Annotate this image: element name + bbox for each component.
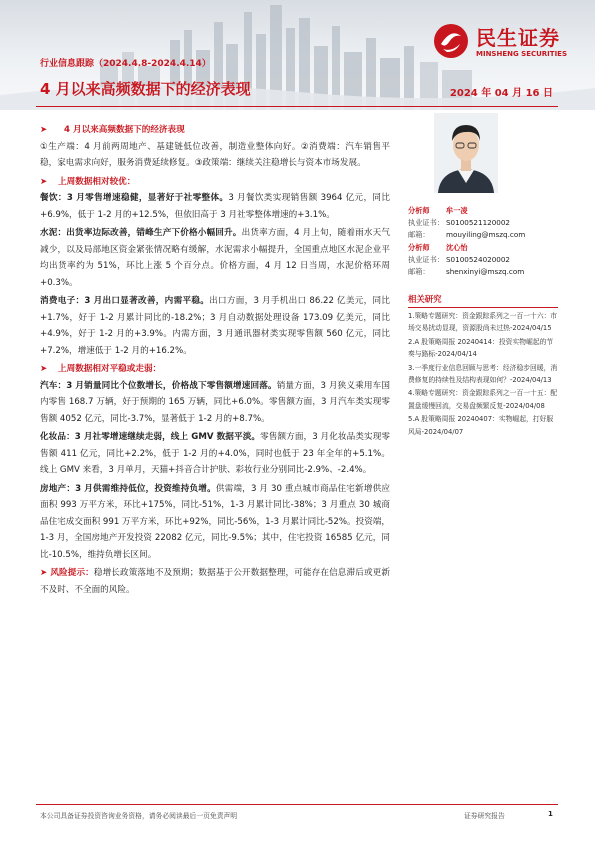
analyst-email[interactable]: shenxinyi@mszq.com — [446, 267, 525, 276]
analyst-email[interactable]: mouyiling@mszq.com — [446, 230, 526, 239]
paragraph-lead: 消费电子：3 月出口显著改善，内需平稳。 — [40, 296, 210, 306]
catering-paragraph — [40, 190, 390, 223]
cert-number: S0100521120002 — [446, 218, 511, 227]
logo-english-name: MINSHENG SECURITIES — [476, 50, 567, 58]
paragraph-body: 稳增长政策落地不及预期；数据基于公开数据整理，可能存在信息滞后或更新不及时、不全面的风险。 — [40, 568, 390, 595]
header-divider — [36, 106, 558, 107]
paragraph-lead: 餐饮：3 月零售增速稳健，显著好于社零整体。 — [40, 193, 229, 203]
cert-label: 执业证书： — [408, 255, 444, 264]
email-label: 邮箱： — [408, 267, 430, 276]
paragraph-body: 零售额方面，3 月化妆品类实现零售额 411 亿元，同比+2.2%，低于 1-2 月的+4.0%，同时也低于 23 年全年的+5.1%。线上 GMV 来看，3 月单月，天猫+抖音合计护肤、彩妆行业分别同比-2.9%、-2.4%。 — [40, 432, 391, 475]
cert-label: 执业证书： — [408, 218, 444, 227]
paragraph-body: 3 月餐饮类实现销售额 3964 亿元，同比+6.9%，低于 1-2 月的+12.5%，但依旧高于 3 月社零整体增速的+3.1%。 — [40, 193, 390, 220]
related-item[interactable]: 2.A 股策略周报 20240414：投资实物崛起的节奏与路标-2024/04/14 — [408, 337, 554, 359]
arrow-icon: ➤ — [40, 125, 48, 135]
related-research-title: 相关研究 — [408, 294, 442, 304]
footer-disclaimer: 本公司具备证券投资咨询业务资格，请务必阅读最后一页免责声明 — [40, 812, 238, 820]
related-research-divider — [408, 307, 558, 308]
cosmetics-paragraph — [40, 429, 390, 479]
analyst-role: 分析师 — [408, 243, 430, 252]
risk-label: 风险提示： — [50, 568, 94, 578]
summary-paragraph: ①生产端：4 月前两周地产、基建链低位改善，制造业整体向好。②消费端：汽车销售平稳，家电需求向好，服务消费延续修复。③政策端：继续关注稳增长与资本市场发展。 — [40, 141, 390, 168]
section-heading — [40, 174, 390, 191]
avatar — [434, 113, 498, 193]
analyst-2 — [408, 242, 524, 278]
cert-number: S0100524020002 — [446, 255, 511, 264]
paragraph-body: 供需端，3 月 30 重点城市商品住宅新增供应面积 993 万平方米，环比+175%，同比-51%，1-3 月累计同比-38%；3 月重点 30 城商品住宅成交面积 991 万平方米，环比+92%，同比-56%，1-3 月累计同比-52%。投资端，1-3 月，全国房地产开发投资 22082 亿元，同比-9.5%；其中，住宅投资 16585 亿元，同比-10.5%，维持负增长区间。 — [40, 483, 390, 560]
arrow-icon: ➤ — [40, 364, 48, 374]
paragraph-lead: 房地产：3 月供需维持低位，投资维持负增。 — [40, 483, 216, 494]
arrow-icon: ➤ — [40, 568, 51, 578]
page-number: 1 — [548, 810, 553, 818]
analyst-name: 沈心怡 — [446, 243, 468, 252]
paragraph-body: 出货率方面，4 月上旬，随着雨水天气减少，以及局部地区资金紧张情况略有缓解，水泥需求小幅提升，全国重点地区水泥企业平均出货率约为 51%，环比上涨 5 个百分点。价格方面，4 月 12 日当周，水泥价格环周+0.3%。 — [40, 228, 390, 288]
arrow-icon: ➤ — [40, 176, 48, 187]
risk-paragraph — [40, 565, 390, 598]
paragraph-body: 销量方面，3 月狭义乘用车国内零售 168.7 万辆，好于预期的 165 万辆，同比+6.0%。零售额方面，3 月汽车类实现零售额 4052 亿元，同比-3.7%，显著低于 1-2 月的+8.7%。 — [40, 380, 390, 424]
analyst-role: 分析师 — [408, 206, 430, 215]
cement-paragraph — [40, 225, 390, 291]
report-type: 行业信息跟踪（2024.4.8-2024.4.14） — [40, 59, 211, 69]
related-item[interactable]: 5.A 股策略周报 20240407：实物崛起，打好服风局-2024/04/07 — [408, 415, 554, 436]
email-label: 邮箱： — [408, 230, 430, 239]
section-heading — [40, 361, 390, 378]
heading-text: 上周数据相对平稳或走弱： — [58, 364, 162, 374]
heading-text: 上周数据相对较优： — [58, 176, 136, 187]
page-title: 4 月以来高频数据下的经济表现 — [40, 80, 251, 98]
footer-divider — [36, 804, 558, 805]
report-date: 2024 年 04 月 16 日 — [449, 88, 553, 99]
section-heading — [40, 122, 390, 139]
heading-text: 4 月以来高频数据下的经济表现 — [64, 125, 185, 135]
main-content — [40, 122, 390, 600]
analyst-name: 牟一凌 — [446, 206, 468, 215]
related-item[interactable]: 1.策略专题研究：资金跟踪系列之一百一十六：市场交易扰动显现，资源股尚未过热-2024/04/15 — [408, 312, 558, 333]
paragraph-body: 出口方面，3 月手机出口 86.22 亿美元，同比+1.7%，好于 1-2 月累计同比的-18.2%；3 月自动数据处理设备 173.09 亿美元，同比+4.9%，好于 1-2 月的+3.9%。内需方面，3 月通讯器材类实现零售额 560 亿元，同比+7.2%，增速低于 1-2 月的+16.2%。 — [40, 296, 390, 356]
footer-doc-type: 证券研究报告 — [464, 812, 505, 820]
paragraph-lead: 水泥：出货率边际改善，错峰生产下价格小幅回升。 — [40, 228, 242, 238]
logo-chinese-name: 民生证券 — [476, 26, 560, 50]
real-estate-paragraph — [40, 481, 390, 564]
paragraph-lead: 化妆品：3 月社零增速继续走弱，线上 GMV 数据平淡。 — [40, 432, 261, 442]
paragraph-lead: 汽车：3 月销量同比个位数增长，价格战下零售额增速回落。 — [40, 380, 277, 391]
auto-paragraph — [40, 378, 390, 428]
related-item[interactable]: 4.策略专题研究：资金跟踪系列之一百一十五：配置盘缓慢回流，交易盘频繁反复-2024/04/08 — [408, 389, 558, 410]
electronics-paragraph — [40, 293, 390, 359]
logo-mark-icon — [432, 22, 470, 60]
analyst-photo — [434, 113, 498, 193]
related-research-list — [408, 310, 558, 439]
company-logo — [432, 22, 582, 72]
analyst-1 — [408, 205, 525, 241]
related-item[interactable]: 3.一季度行业信息回顾与思考：经济稳步回暖，消费修复的持续性及结构表现如何？-2024/04/13 — [408, 363, 558, 385]
